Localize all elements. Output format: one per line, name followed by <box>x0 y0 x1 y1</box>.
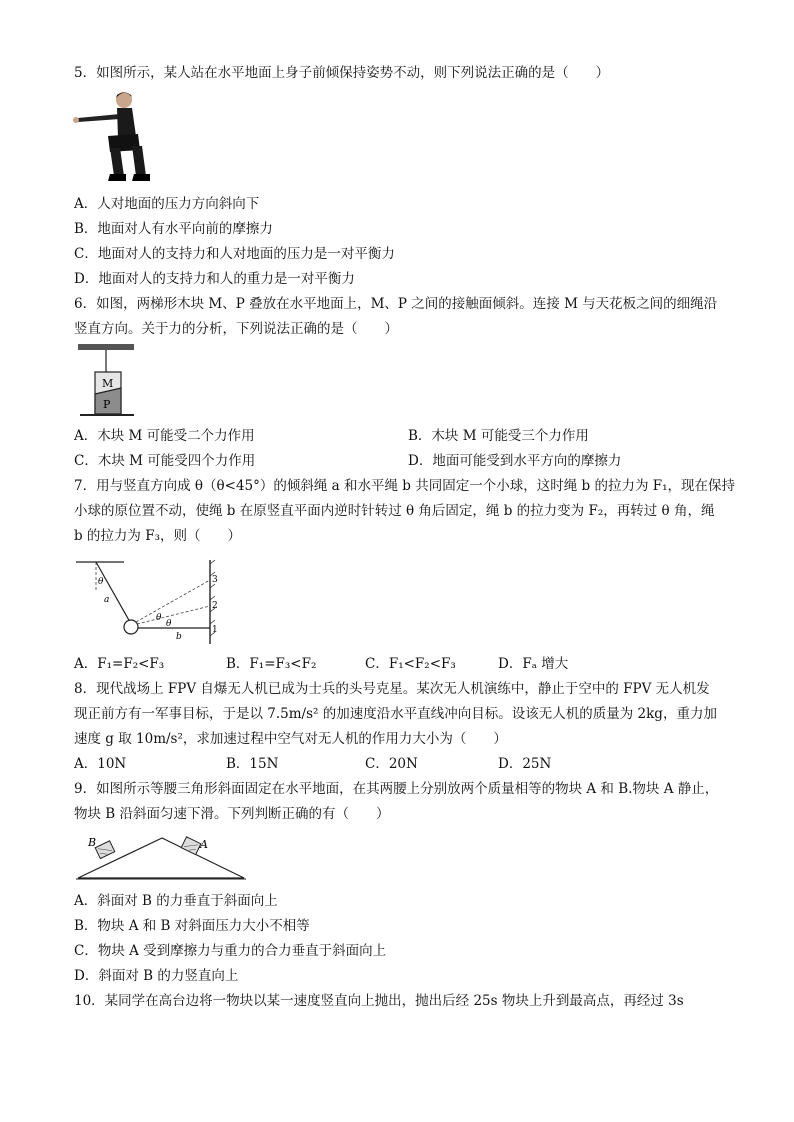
rope-b-label: b <box>176 632 182 642</box>
q8-stem-line2: 现正前方有一军事目标，于是以 7.5m/s² 的加速度沿水平直线冲向目标。设该无人机的质量为 2kg，重力加 <box>74 706 717 722</box>
q9-stem-line1: 9．如图所示等腰三角形斜面固定在水平地面，在其两腰上分别放两个质量相等的物块 A 和 B.物块 A 静止， <box>74 781 719 797</box>
q6-option-a: A．木块 M 可能受二个力作用 <box>74 428 255 444</box>
angle-theta-top: θ <box>98 577 104 587</box>
block-b-label: B <box>88 836 97 849</box>
angle-theta-low: θ <box>166 619 172 629</box>
q8-option-c: C．20N <box>365 756 418 772</box>
q8-stem-line1: 8．现代战场上 FPV 自爆无人机已成为士兵的头号克星。某次无人机演练中，静止于空中的 FPV 无人机发 <box>74 681 710 697</box>
angle-theta-mid: θ <box>156 613 162 623</box>
q6-stem-line1: 6．如图，两梯形木块 M、P 叠放在水平地面上，M、P 之间的接触面倾斜。连接 M 与天花板之间的细绳沿 <box>74 296 718 312</box>
q5-option-d: D．地面对人的支持力和人的重力是一对平衡力 <box>74 271 355 287</box>
q5-stem: 5．如图所示，某人站在水平地面上身子前倾保持姿势不动，则下列说法正确的是（ ） <box>74 65 610 81</box>
q6-stem-line2: 竖直方向。关于力的分析，下列说法正确的是（ ） <box>74 321 398 337</box>
q9-option-a: A．斜面对 B 的力垂直于斜面向上 <box>74 893 278 909</box>
q8-option-a: A．10N <box>74 756 127 772</box>
q7-option-b: B．F₁=F₃<F₂ <box>226 656 317 672</box>
q7-stem-line3: b 的拉力为 F₃，则（ ） <box>74 528 242 544</box>
q9-option-c: C．物块 A 受到摩擦力与重力的合力垂直于斜面向上 <box>74 943 387 959</box>
q6-option-c: C．木块 M 可能受四个力作用 <box>74 453 256 469</box>
q10-stem-line1: 10．某同学在高台边将一物块以某一速度竖直向上抛出，抛出后经 25s 物块上升到最高点，再经过 3s <box>74 993 684 1009</box>
q6-figure <box>76 342 138 426</box>
q7-stem-line1: 7．用与竖直方向成 θ（θ<45°）的倾斜绳 a 和水平绳 b 共同固定一个小球，这时绳 b 的拉力为 F₁，现在保持 <box>74 478 736 494</box>
q7-figure <box>74 556 224 652</box>
q7-option-a: A．F₁=F₂<F₃ <box>74 656 165 672</box>
q5-option-a: A．人对地面的压力方向斜向下 <box>74 196 260 212</box>
q9-option-b: B．物块 A 和 B 对斜面压力大小不相等 <box>74 918 310 934</box>
position-2-label: 2 <box>212 601 218 611</box>
q9-stem-line2: 物块 B 沿斜面匀速下滑。下列判断正确的有（ ） <box>74 806 390 822</box>
q5-option-c: C．地面对人的支持力和人对地面的压力是一对平衡力 <box>74 246 395 262</box>
q9-figure <box>76 830 246 888</box>
q8-option-b: B．15N <box>226 756 279 772</box>
q6-option-d: D．地面可能受到水平方向的摩擦力 <box>408 453 622 469</box>
squatting-person-image <box>72 86 172 186</box>
q5-figure <box>72 86 172 190</box>
q5-option-b: B．地面对人有水平向前的摩擦力 <box>74 221 273 237</box>
q8-stem-line3: 速度 g 取 10m/s²，求加速过程中空气对无人机的作用力大小为（ ） <box>74 731 507 747</box>
rope-a-label: a <box>104 595 110 605</box>
position-1-label: 1 <box>212 625 218 635</box>
q7-stem-line2: 小球的原位置不动，使绳 b 在原竖直平面内逆时针转过 θ 角后固定，绳 b 的拉力变为 F₂，再转过 θ 角，绳 <box>74 503 715 519</box>
q9-option-d: D．斜面对 B 的力竖直向上 <box>74 968 239 984</box>
q8-option-d: D．25N <box>498 756 552 772</box>
block-m-label: M <box>102 377 114 390</box>
block-a-label: A <box>200 838 208 851</box>
block-p-label: P <box>103 398 111 411</box>
ball-two-ropes-diagram <box>74 556 224 648</box>
q7-option-d: D．Fₐ 增大 <box>498 656 569 672</box>
q6-option-b: B．木块 M 可能受三个力作用 <box>408 428 589 444</box>
ceiling-rope-blocks-diagram <box>76 342 138 422</box>
position-3-label: 3 <box>212 575 218 585</box>
isosceles-incline-diagram <box>76 830 246 884</box>
q7-option-c: C．F₁<F₂<F₃ <box>365 656 456 672</box>
